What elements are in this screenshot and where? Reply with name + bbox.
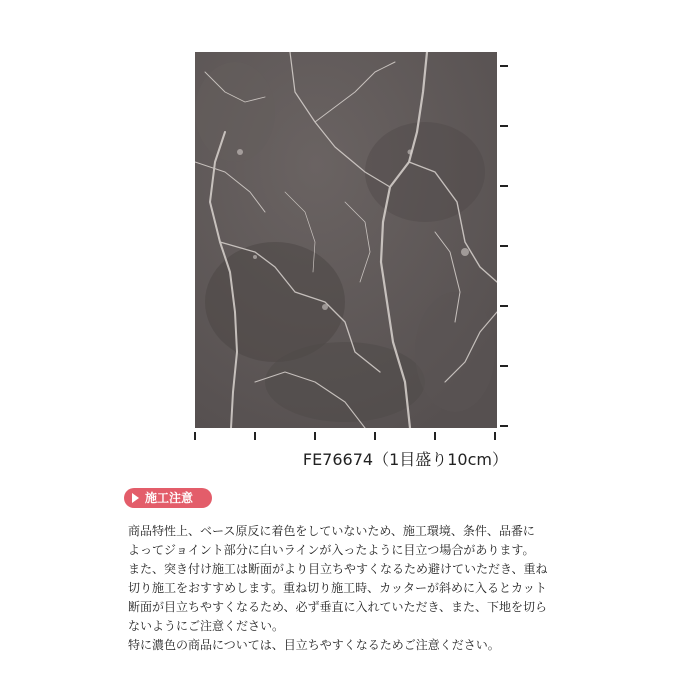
scale-tick	[500, 185, 508, 187]
scale-tick	[500, 305, 508, 307]
scale-tick	[494, 432, 496, 440]
notice-line: 商品特性上、ベース原反に着色をしていないため、施工環境、条件、品番に	[128, 524, 535, 538]
notice-line: 断面が目立ちやすくなるため、必ず垂直に入れていただき、また、下地を切ら	[128, 600, 548, 614]
scale-tick	[194, 432, 196, 440]
scale-tick	[500, 245, 508, 247]
scale-tick	[500, 125, 508, 127]
scale-tick	[500, 425, 508, 427]
notice-text	[128, 522, 588, 655]
notice-line: よってジョイント部分に白いラインが入ったように目立つ場合があります。	[128, 543, 535, 557]
scale-tick	[314, 432, 316, 440]
notice-line: ないようにご注意ください。	[128, 619, 285, 633]
notice-line: 特に濃色の商品については、目立ちやすくなるためご注意ください。	[128, 638, 500, 652]
marble-sample-image	[195, 52, 497, 428]
scale-tick	[254, 432, 256, 440]
scale-tick	[500, 365, 508, 367]
scale-tick	[500, 65, 508, 67]
product-code-caption: FE76674（1目盛り10cm）	[302, 450, 508, 469]
marble-texture	[195, 52, 497, 428]
notice-badge-label: 施工注意	[145, 491, 194, 505]
notice-line: また、突き付け施工は断面がより目立ちやすくなるため避けていただき、重ね	[128, 562, 548, 576]
notice-badge	[124, 488, 212, 508]
notice-line: 切り施工をおすすめします。重ね切り施工時、カッターが斜めに入るとカット	[128, 581, 547, 595]
scale-tick	[374, 432, 376, 440]
play-arrow-icon	[132, 493, 139, 503]
scale-tick	[434, 432, 436, 440]
